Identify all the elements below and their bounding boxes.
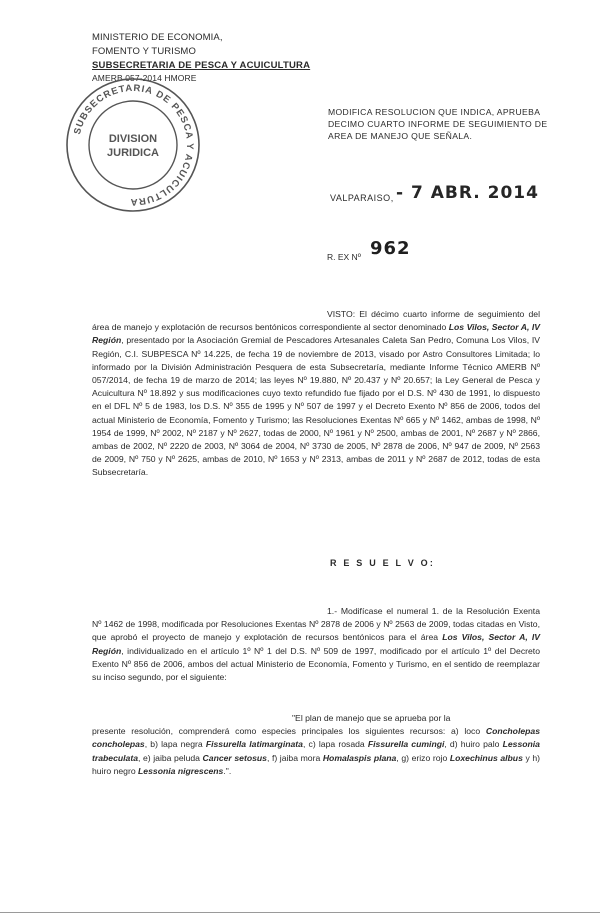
- quote-text-9: .".: [223, 765, 232, 776]
- visto-text-1: VISTO: El décimo cuarto informe de seguimiento del área de manejo y explotación de recursos bentónicos correspondiente al sector denominado: [92, 309, 540, 333]
- quote-text-8: y h) huiro negro: [92, 752, 540, 776]
- species-homalaspis-plana: Homalaspis plana: [322, 752, 397, 763]
- quote-text-4: , d) huiro palo: [444, 739, 503, 750]
- stamp-center-line-1: DIVISION: [108, 133, 158, 145]
- page-bottom-edge: [0, 912, 600, 913]
- quote-text-3: , c) lapa rosada: [302, 739, 368, 750]
- resolution-number: 962: [370, 238, 411, 259]
- subsecretaria-name: SUBSECRETARIA DE PESCA Y ACUICULTURA: [92, 60, 311, 71]
- visto-sector-name: Los Vilos, Sector A, IV Región: [92, 322, 541, 346]
- place-label: VALPARAISO,: [330, 193, 394, 203]
- quote-text-7: , g) erizo rojo: [396, 752, 450, 763]
- resuelvo-heading: R E S U E L V O:: [330, 558, 436, 568]
- quote-paragraph: [92, 712, 540, 778]
- resolution-label: R. EX Nº: [327, 252, 361, 262]
- species-lessonia-trabeculata: Lessonia trabeculata: [92, 739, 540, 763]
- quote-text-1: presente resolución, comprenderá como especies principales los siguientes recursos: a) loco: [92, 726, 486, 737]
- species-cancer-setosus: Cancer setosus: [202, 752, 267, 763]
- species-fissurella-latimarginata: Fissurella latimarginata: [205, 739, 303, 750]
- species-fissurella-cumingi: Fissurella cumingi: [367, 739, 445, 750]
- quote-text-5: , e) jaiba peluda: [138, 752, 203, 763]
- visto-text-2: , presentado por la Asociación Gremial de Pescadores Artesanales Caleta San Pedro, Comuna Los Vilos, IV Región, C.I. SUBPESCA Nº 14.225, de fecha 19 de noviembre de 2013, visado por Astro Consultores Limitada; lo informado por la División Administración Pesquera de esta Subsecretaría, mediante Informe Técnico AMERB Nº 057/2014, de fecha 19 de marzo de 2014; las leyes Nº 19.880, Nº 20.437 y Nº 20.657; la Ley General de Pesca y Acuicultura Nº 18.892 y sus modificaciones cuyo texto refundido fue fijado por el D.S. Nº 430 de 1991, lo dispuesto en el DFL Nº 5 de 1983, los D.S. Nº 355 de 1995 y Nº 507 de 1997 y el Decreto Exento Nº 856 de 2006, todos del actual Ministerio de Economía, Fomento y Turismo; las Resoluciones Exentas Nº 665 y Nº 1462, ambas de 1998, Nº 1954 de 1999, Nº 2002, Nº 2187 y Nº 2627, todas de 2000, Nº 1961 y Nº 2500, ambas de 2001, Nº 2687 y Nº 2866, ambas de 2002, Nº 2220 de 2003, Nº 3064 de 2004, Nº 3730 de 2005, Nº 2878 de 2006, Nº 947 de 2009, Nº 2563 de 2009, Nº 750 y Nº 2625, ambas de 2010, Nº 1653 y Nº 2313, ambas de 2011 y Nº 2687 de 2012, todas de esta Subsecretaría.: [92, 335, 540, 478]
- quote-text-6: , f) jaiba mora: [266, 752, 323, 763]
- article-1-text-1: 1.- Modifícase el numeral 1. de la Resolución Exenta Nº 1462 de 1998, modificada por Resoluciones Exentas Nº 2878 de 2006 y Nº 2563 de 2009, todas citadas en Visto, que aprobó el proyecto de manejo y explotación de recursos bentónicos para el área: [92, 606, 540, 643]
- quote-lead: "El plan de manejo que se aprueba por la: [292, 713, 451, 723]
- ministry-line-2: FOMENTO Y TURISMO: [92, 46, 196, 57]
- visto-paragraph: [92, 308, 540, 480]
- article-1-sector-name: Los Vilos, Sector A, IV Región: [92, 632, 541, 656]
- article-1-paragraph: [92, 605, 540, 684]
- document-subject: MODIFICA RESOLUCION QUE INDICA, APRUEBA DECIMO CUARTO INFORME DE SEGUIMIENTO DE AREA DE MANEJO QUE SEÑALA.: [328, 107, 548, 141]
- date-stamp: - 7 ABR. 2014: [396, 183, 539, 203]
- quote-text-2: , b) lapa negra: [144, 739, 206, 750]
- species-concholepas: Concholepas concholepas: [92, 726, 540, 750]
- division-juridica-stamp: [58, 70, 208, 220]
- reference-code: AMERB 057-2014 HMORE: [92, 73, 197, 83]
- species-lessonia-nigrescens: Lessonia nigrescens: [138, 765, 224, 776]
- stamp-ring-text: SUBSECRETARIA DE PESCA Y ACUICULTURA: [72, 82, 196, 208]
- species-loxechinus-albus: Loxechinus albus: [449, 752, 523, 763]
- stamp-center-line-2: JURIDICA: [107, 147, 159, 159]
- ministry-line-1: MINISTERIO DE ECONOMIA,: [92, 32, 223, 43]
- article-1-text-2: , individualizado en el artículo 1º Nº 1 del D.S. Nº 509 de 1997, modificado por el artículo 1º del Decreto Exento Nº 856 de 2006, ambos del actual Ministerio de Economía, Fomento y Turismo, en el sentido de reemplazar su inciso segundo, por el siguiente:: [92, 645, 540, 683]
